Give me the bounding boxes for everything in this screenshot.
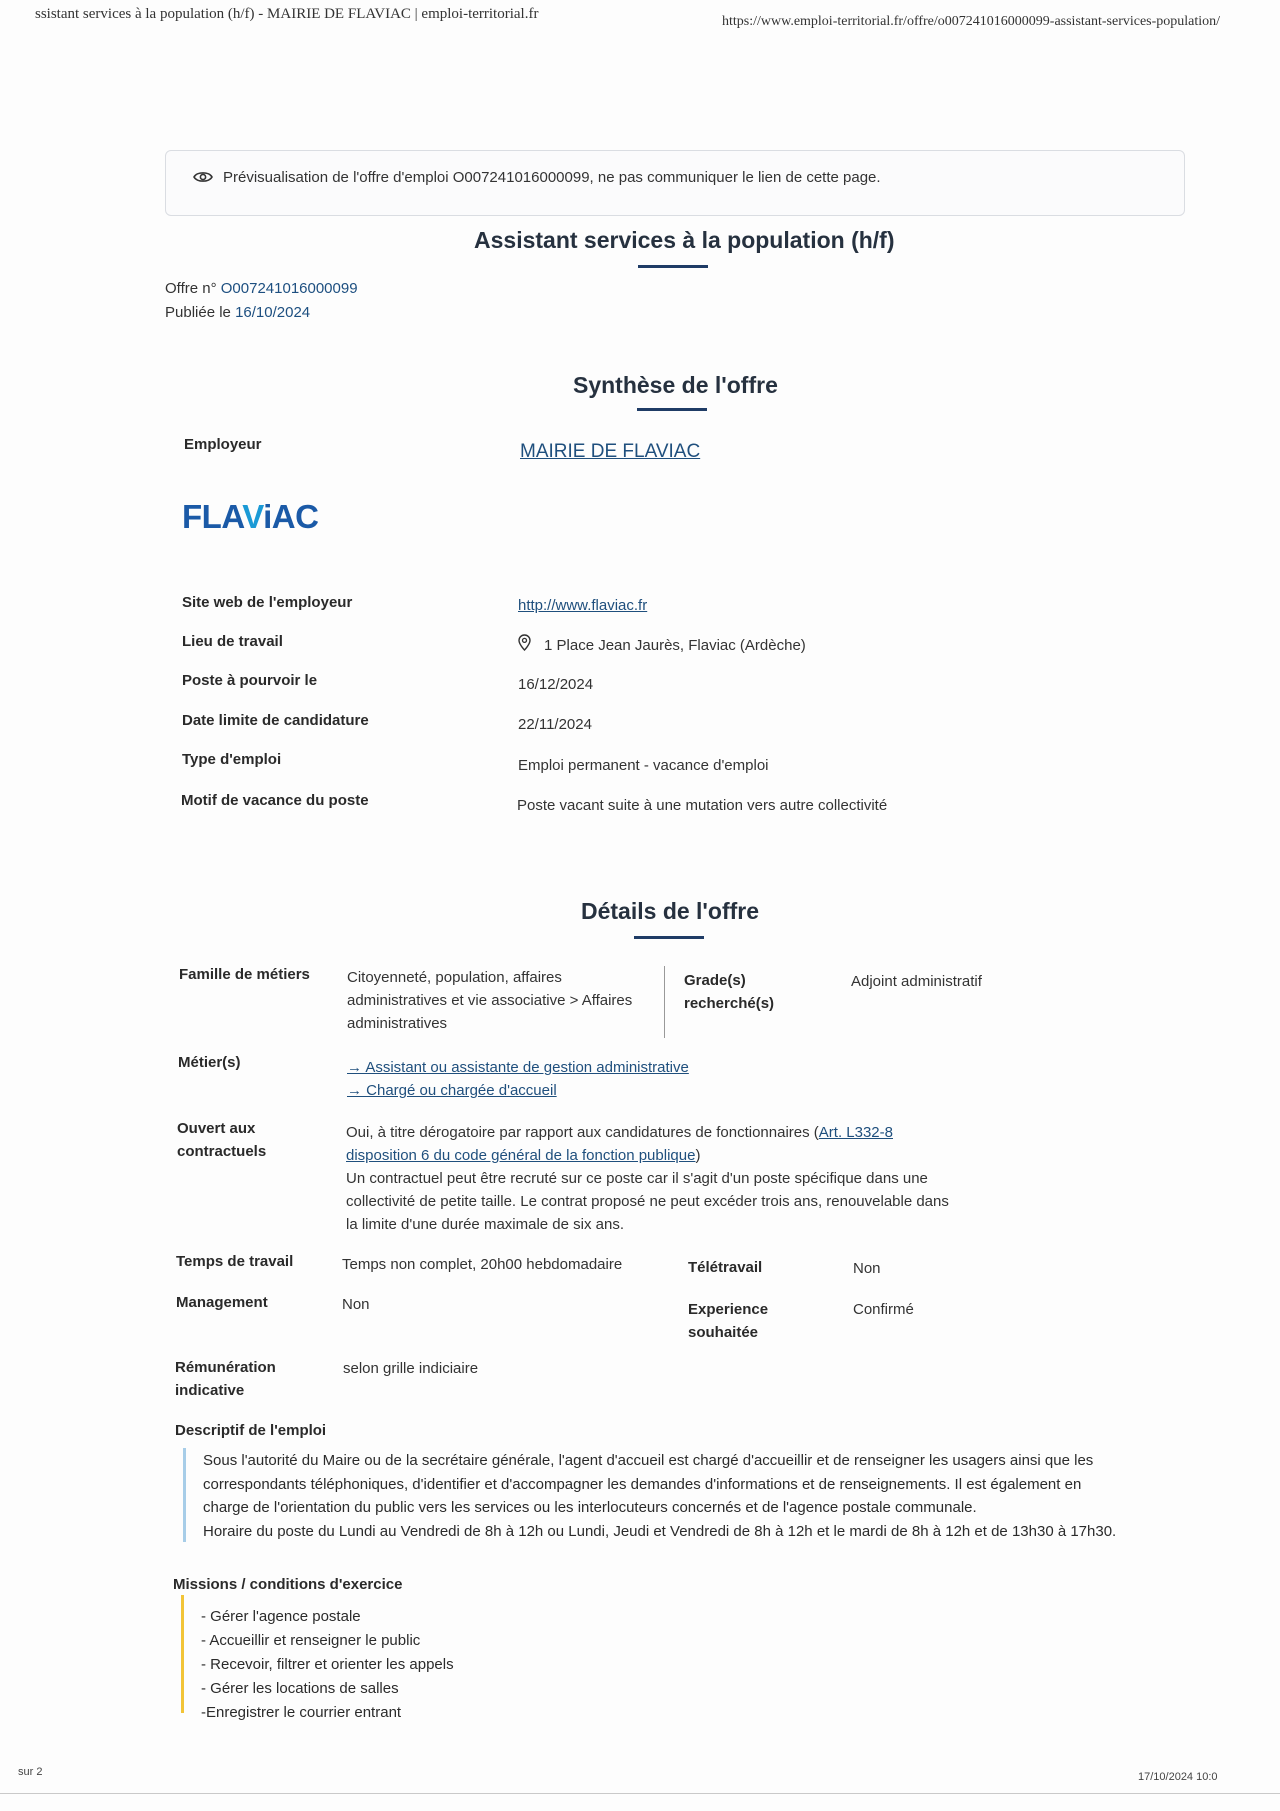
experience-label: Experience souhaitée	[688, 1301, 769, 1341]
job-family-label: Famille de métiers	[179, 966, 310, 983]
job-link-accueil[interactable]: → Chargé ou chargée d'accueil	[347, 1082, 557, 1099]
list-item: - Gérer les locations de salles	[201, 1680, 399, 1697]
preview-notice-text: Prévisualisation de l'offre d'emploi O007241016000099, ne pas communiquer le lien de cette page.	[223, 169, 881, 186]
synthese-heading: Synthèse de l'offre	[573, 372, 778, 398]
list-item: -Enregistrer le courrier entrant	[201, 1704, 402, 1721]
contract-workers-label: Ouvert aux contractuels	[177, 1120, 267, 1160]
job-description-text: Sous l'autorité du Maire ou de la secrétaire générale, l'agent d'accueil est chargé d'accueillir et de renseigner les usagers ainsi que les correspondants téléphoniques, d'identifier et d'accompagner les demandes d'informations et de renseignements. Il est également en charge de l'orientation du public vers les services ou les interlocuteurs concernés et de l'agence postale communale. Horaire du poste du Lundi au Vendredi de 8h à 12h ou Lundi, Jeudi et Vendredi de 8h à 12h et le mardi de 8h à 12h et de 13h30 à 17h30.	[203, 1452, 1117, 1540]
details-heading: Détails de l'offre	[581, 898, 760, 924]
job-link-assistant[interactable]: → Assistant ou assistante de gestion administrative	[347, 1059, 689, 1076]
vacancy-reason-value: Poste vacant suite à une mutation vers autre collectivité	[517, 797, 888, 814]
jobs-list	[347, 1056, 689, 1102]
management-value: Non	[342, 1296, 370, 1313]
title-underline	[638, 265, 708, 268]
grade-value: Adjoint administratif	[851, 973, 982, 990]
employer-name-link[interactable]: MAIRIE DE FLAVIAC	[520, 441, 701, 462]
contract-workers-value: Oui, à titre dérogatoire par rapport aux candidatures de fonctionnaires (Art. L332-8 disposition 6 du code général de la fonction publique) Un contractuel peut être recruté sur ce poste car il s'agit d'un poste spécifique dans une collectivité de petite taille. Le contrat proposé ne peut excéder trois ans, renouvelable dans la limite d'une durée maximale de six ans.	[346, 1124, 949, 1233]
workplace-label: Lieu de travail	[182, 633, 283, 650]
print-timestamp: 17/10/2024 10:0	[1138, 1771, 1218, 1783]
start-date-label: Poste à pourvoir le	[182, 672, 318, 689]
management-label: Management	[176, 1294, 268, 1311]
salary-value: selon grille indiciaire	[343, 1360, 479, 1377]
missions-quote-bar	[181, 1595, 184, 1713]
details-underline	[634, 936, 704, 939]
offer-number: Offre n° O007241016000099	[165, 280, 358, 297]
list-item: - Accueillir et renseigner le public	[201, 1632, 421, 1649]
page-edge-line	[0, 1793, 1280, 1794]
missions-label: Missions / conditions d'exercice	[173, 1576, 403, 1593]
job-family-value: Citoyenneté, population, affaires administratives et vie associative > Affaires administratives	[347, 969, 633, 1032]
workplace-value: 1 Place Jean Jaurès, Flaviac (Ardèche)	[544, 637, 806, 654]
location-pin-icon	[518, 634, 531, 651]
list-item: - Gérer l'agence postale	[201, 1608, 361, 1625]
start-date-value: 16/12/2024	[518, 676, 594, 693]
remote-work-value: Non	[853, 1260, 881, 1277]
article-link[interactable]: Art. L332-8	[818, 1124, 893, 1141]
deadline-value: 22/11/2024	[518, 716, 592, 733]
vacancy-reason-label: Motif de vacance du poste	[181, 792, 369, 809]
website-link[interactable]: http://www.flaviac.fr	[518, 597, 648, 614]
job-type-label: Type d'emploi	[182, 751, 282, 768]
experience-value: Confirmé	[853, 1301, 914, 1318]
website-label: Site web de l'employeur	[182, 594, 353, 611]
grade-label: Grade(s) recherché(s)	[684, 972, 775, 1012]
work-time-label: Temps de travail	[176, 1253, 294, 1270]
salary-label: Rémunération indicative	[175, 1359, 276, 1399]
column-separator	[664, 966, 665, 1038]
eye-icon	[193, 170, 213, 184]
print-header-title: ssistant services à la population (h/f) - MAIRIE DE FLAVIAC | emploi-territorial.fr	[35, 6, 539, 22]
job-type-value: Emploi permanent - vacance d'emploi	[518, 757, 769, 774]
list-item: - Recevoir, filtrer et orienter les appels	[201, 1656, 454, 1673]
work-time-value: Temps non complet, 20h00 hebdomadaire	[342, 1256, 623, 1273]
code-link[interactable]: disposition 6 du code général de la fonction publique	[346, 1147, 696, 1164]
offer-published-date: Publiée le 16/10/2024	[165, 304, 311, 321]
print-header-url: https://www.emploi-territorial.fr/offre/o007241016000099-assistant-services-population/	[722, 14, 1221, 29]
page-counter: sur 2	[18, 1766, 43, 1778]
description-quote-bar	[183, 1448, 186, 1542]
deadline-label: Date limite de candidature	[182, 712, 369, 729]
employer-label: Employeur	[184, 436, 262, 453]
missions-list	[201, 1605, 454, 1725]
jobs-label: Métier(s)	[178, 1054, 241, 1071]
employer-logo: FLAViAC	[182, 498, 319, 535]
job-description-label: Descriptif de l'emploi	[175, 1422, 327, 1439]
remote-work-label: Télétravail	[688, 1259, 763, 1276]
synthese-underline	[637, 408, 707, 411]
page-title: Assistant services à la population (h/f)	[474, 227, 895, 253]
